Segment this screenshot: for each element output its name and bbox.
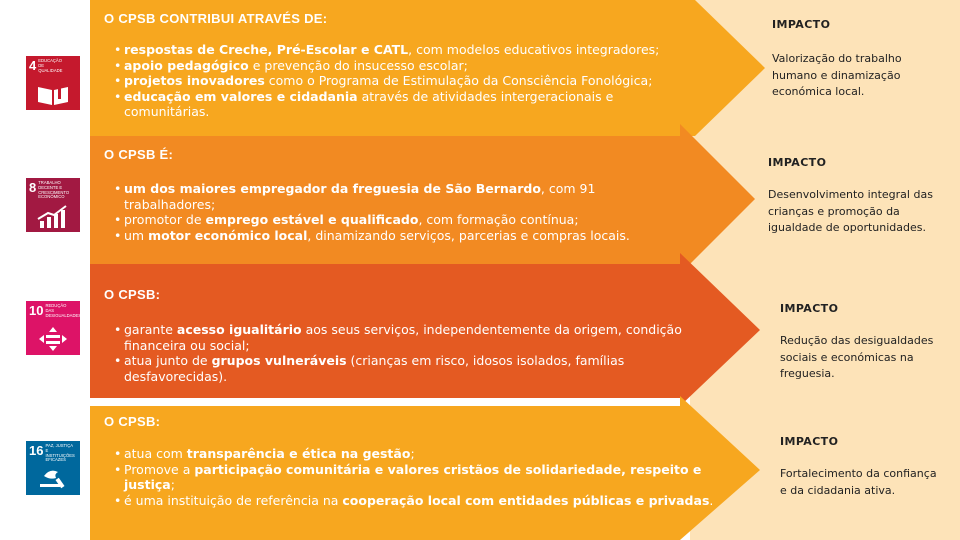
list-item: • atua junto de grupos vulneráveis (crianças em risco, idosos isolados, famílias desfavorecidas). <box>114 353 694 384</box>
list-item: • Promove a participação comunitária e valores cristãos de solidariedade, respeito e justiça; <box>114 462 734 493</box>
impact-text: Redução das desigualdades sociais e económicas na freguesia. <box>780 334 934 380</box>
sdg-4-label: EDUCAÇÃO DE QUALIDADE <box>38 58 63 73</box>
sdg-16-number: 16 <box>29 443 44 458</box>
row-4-list <box>114 446 734 508</box>
row-2-heading: O CPSB É: <box>104 147 174 162</box>
list-item: • um motor económico local, dinamizando serviços, parcerias e compras locais. <box>114 228 654 244</box>
row-1-heading: O CPSB CONTRIBUI ATRAVÉS DE: <box>104 11 328 26</box>
list-item: • projetos inovadores como o Programa de Estimulação da Consciência Fonológica; <box>114 73 714 89</box>
impact-text: Valorização do trabalho humano e dinamização económica local. <box>772 52 902 98</box>
row-2-impact <box>768 156 948 237</box>
row-4-impact <box>780 435 940 499</box>
list-item: • é uma instituição de referência na cooperação local com entidades públicas e privadas. <box>114 493 714 509</box>
row-1-list <box>114 42 714 120</box>
impact-title: IMPACTO <box>768 156 827 169</box>
impact-title: IMPACTO <box>780 435 839 448</box>
list-item: • garante acesso igualitário aos seus serviços, independentemente da origem, condição financeira ou social; <box>114 322 694 353</box>
sdg-10-number: 10 <box>29 303 44 318</box>
row-3-heading: O CPSB: <box>104 287 161 302</box>
list-item: • um dos maiores empregador da freguesia de São Bernardo, com 91 trabalhadores; <box>114 181 654 212</box>
list-item: • promotor de emprego estável e qualificado, com formação contínua; <box>114 212 654 228</box>
impact-text: Fortalecimento da confiança e da cidadania ativa. <box>780 467 937 497</box>
list-item: • apoio pedagógico e prevenção do insucesso escolar; <box>114 58 714 74</box>
sdg-4-number: 4 <box>29 58 37 73</box>
impact-text: Desenvolvimento integral das crianças e promoção da igualdade de oportunidades. <box>768 188 933 234</box>
list-item: • educação em valores e cidadania através de atividades intergeracionais e comunitárias. <box>114 89 684 120</box>
sdg-10-label: REDUÇÃO DAS DESIGUALDADES <box>45 303 82 318</box>
sdg-16-label: PAZ, JUSTIÇA E INSTITUIÇÕES EFICAZES <box>45 443 75 463</box>
sdg-8-label: TRABALHO DECENTE E CRESCIMENTO ECONÓMICO <box>38 180 70 200</box>
row-3-list <box>114 322 694 384</box>
row-3-impact <box>780 302 940 383</box>
list-item: • atua com transparência e ética na gestão; <box>114 446 734 462</box>
list-item: • respostas de Creche, Pré-Escolar e CATL, com modelos educativos integradores; <box>114 42 714 58</box>
row-4-heading: O CPSB: <box>104 414 161 429</box>
row-2-list <box>114 181 654 243</box>
sdg-8-number: 8 <box>29 180 37 195</box>
impact-title: IMPACTO <box>772 18 831 31</box>
row-1-impact <box>772 18 932 101</box>
impact-title: IMPACTO <box>780 302 839 315</box>
